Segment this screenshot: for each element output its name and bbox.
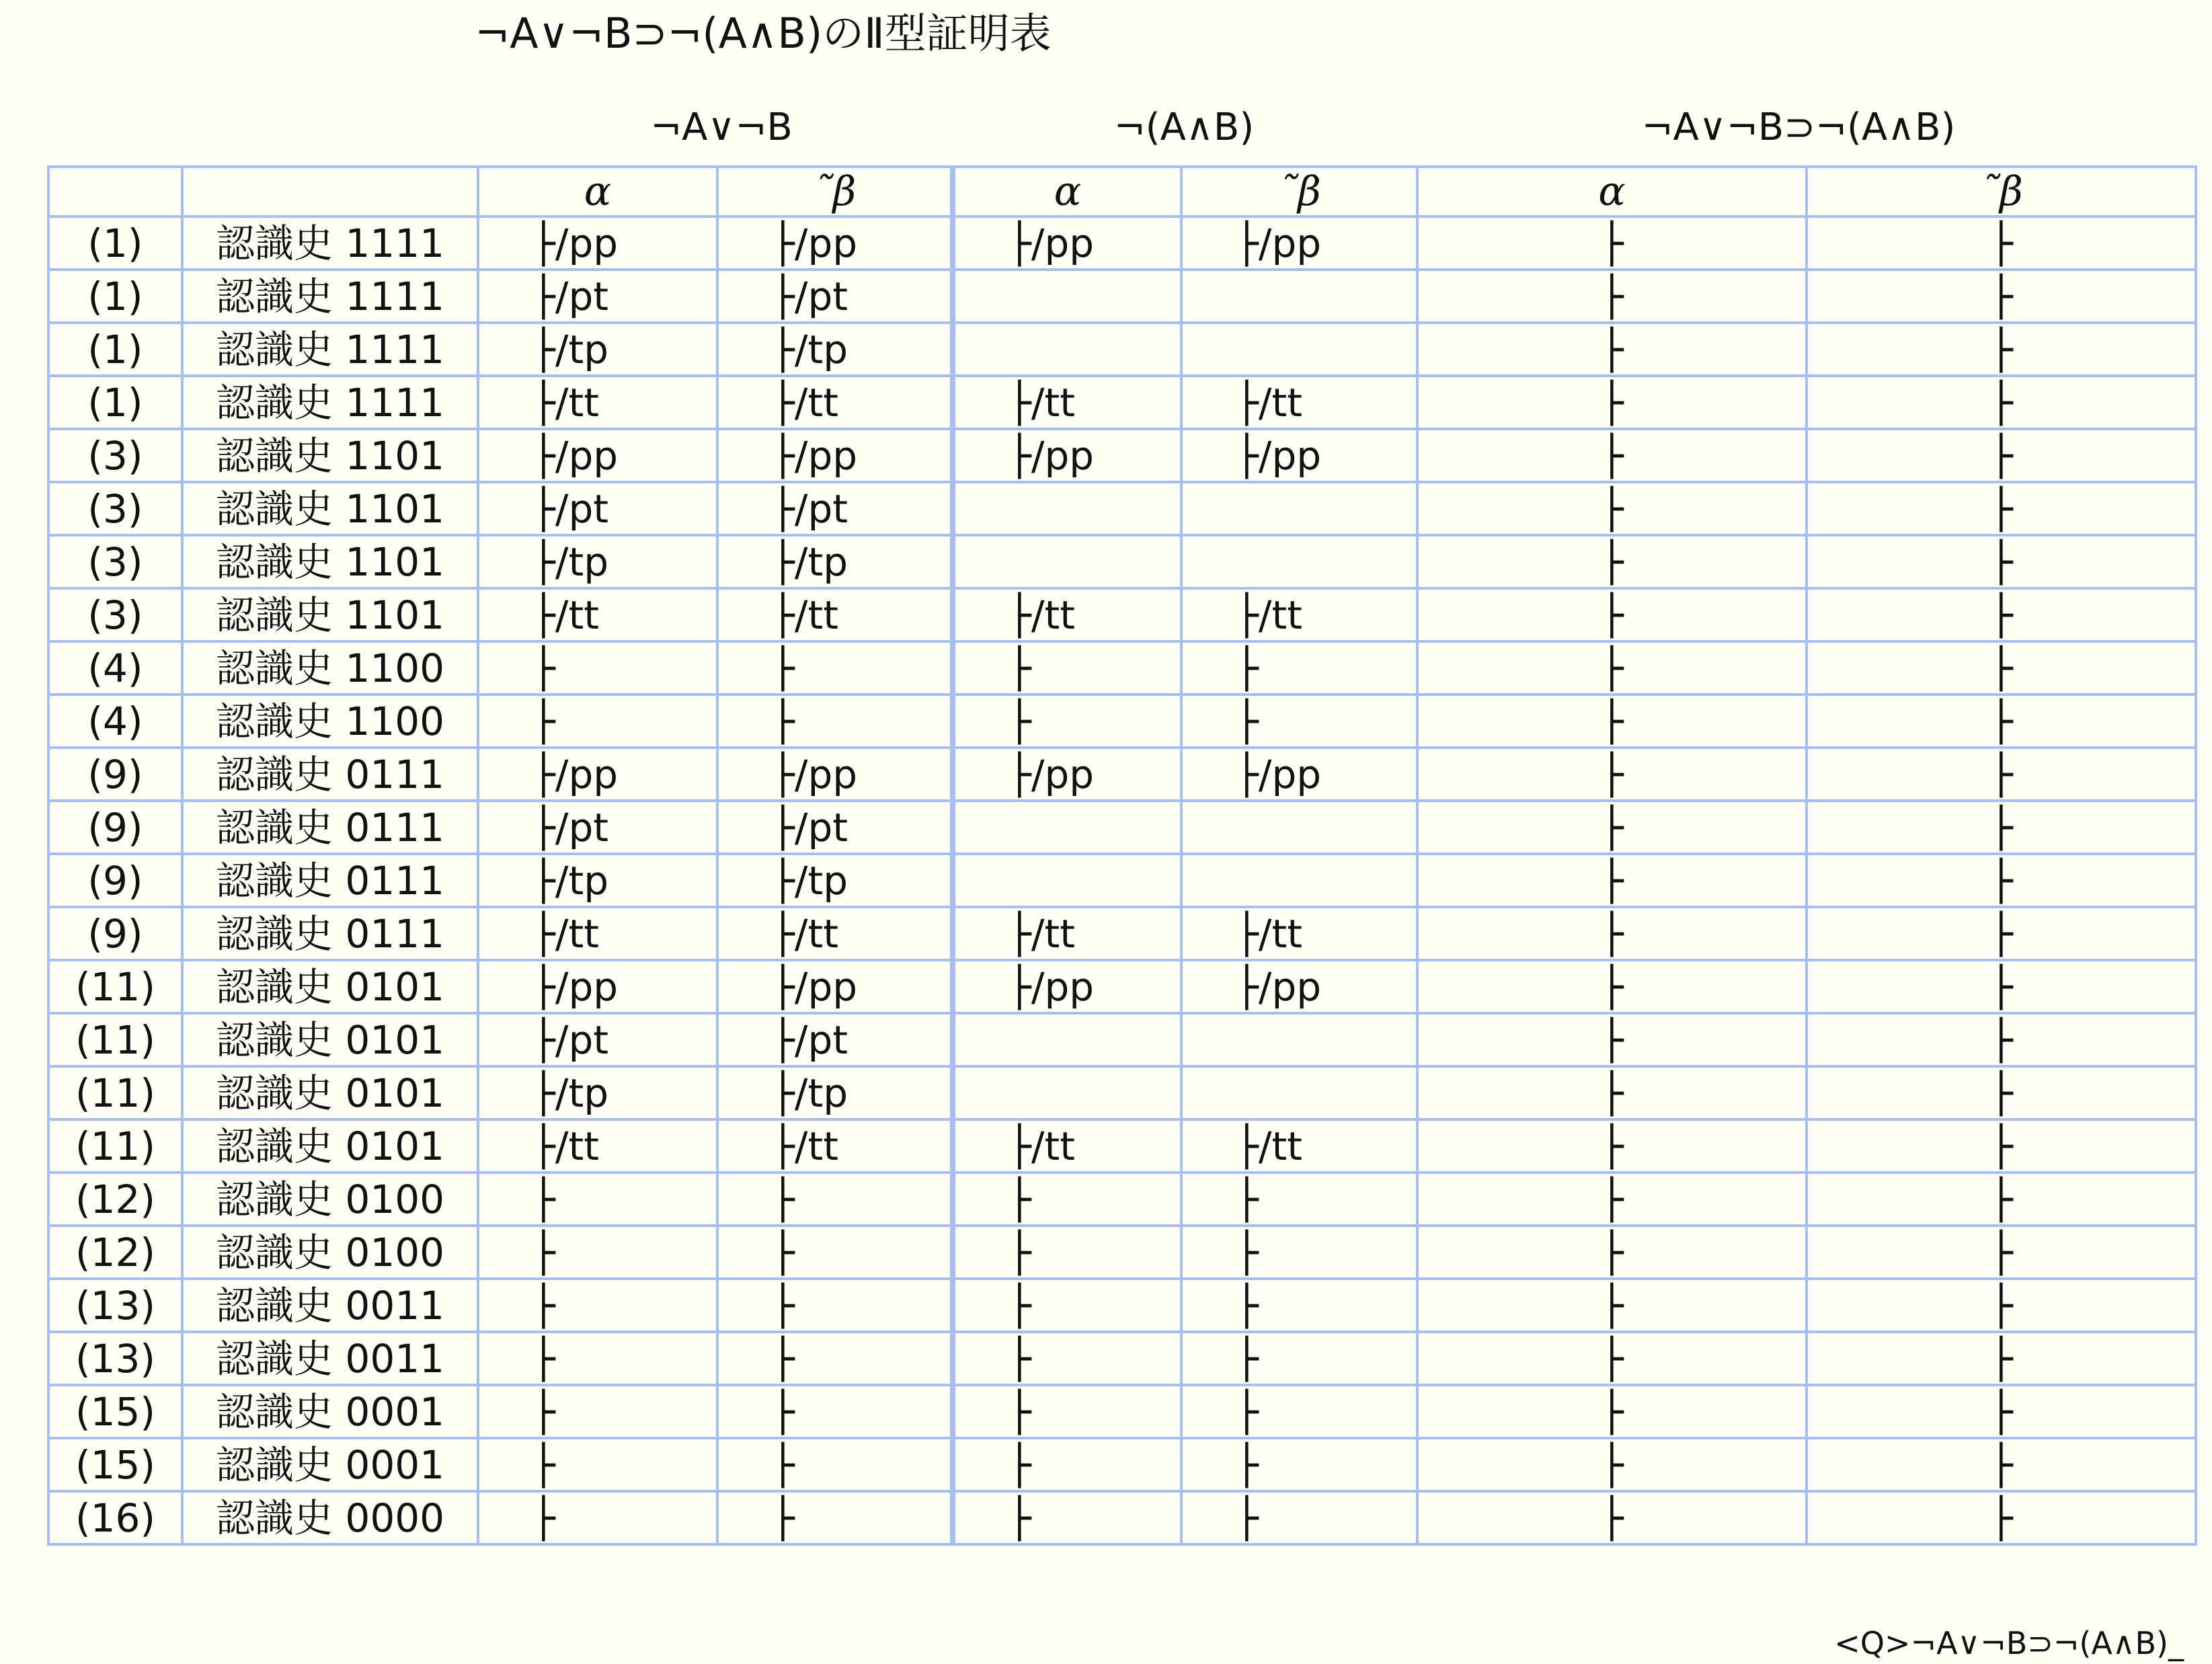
cell-and-beta <box>1181 535 1417 588</box>
subheader-alpha-1: α <box>478 167 717 216</box>
table-row <box>48 1119 2196 1173</box>
cell-and-alpha: ├ <box>953 1279 1181 1332</box>
cell-impl-beta: ├ <box>1807 1066 2196 1119</box>
proof-table <box>47 165 2197 1546</box>
history-label: 認識史 1111 <box>182 323 478 376</box>
row-number: (3) <box>48 482 182 535</box>
cell-impl-beta: ├ <box>1807 907 2196 960</box>
history-label: 認識史 0111 <box>182 748 478 801</box>
cell-impl-beta: ├ <box>1807 1438 2196 1491</box>
group-header-implication: ¬A∨¬B⊃¬(A∧B) <box>1641 106 1956 149</box>
cell-and-alpha: ├ <box>953 1491 1181 1544</box>
cell-or-beta: ├ <box>717 1491 953 1544</box>
table-row <box>48 216 2196 270</box>
cell-or-alpha: ├/pt <box>478 482 717 535</box>
cell-or-beta: ├/pp <box>717 960 953 1013</box>
row-number: (9) <box>48 907 182 960</box>
table-row <box>48 323 2196 376</box>
cell-and-beta: ├/tt <box>1181 1119 1417 1173</box>
cell-and-alpha <box>953 270 1181 323</box>
history-label: 認識史 0101 <box>182 1013 478 1066</box>
cell-and-beta <box>1181 801 1417 854</box>
cell-or-alpha: ├/pt <box>478 1013 717 1066</box>
cell-impl-beta: ├ <box>1807 748 2196 801</box>
table-row <box>48 535 2196 588</box>
cell-or-alpha: ├ <box>478 1385 717 1438</box>
cell-and-alpha: ├ <box>953 1226 1181 1279</box>
row-number: (3) <box>48 429 182 482</box>
table-row <box>48 270 2196 323</box>
cell-impl-beta: ├ <box>1807 588 2196 641</box>
history-label: 認識史 0000 <box>182 1491 478 1544</box>
cell-impl-beta: ├ <box>1807 695 2196 748</box>
cell-and-beta: ├/pp <box>1181 216 1417 270</box>
cell-and-beta: ├ <box>1181 1438 1417 1491</box>
cell-or-beta: ├ <box>717 1385 953 1438</box>
history-label: 認識史 1101 <box>182 535 478 588</box>
row-number: (15) <box>48 1385 182 1438</box>
cell-or-alpha: ├ <box>478 1173 717 1226</box>
cell-and-alpha <box>953 323 1181 376</box>
cell-impl-alpha: ├ <box>1417 1119 1807 1173</box>
cell-and-alpha <box>953 535 1181 588</box>
table-row <box>48 748 2196 801</box>
cell-or-beta: ├ <box>717 641 953 695</box>
cell-impl-beta: ├ <box>1807 1226 2196 1279</box>
cell-impl-alpha: ├ <box>1417 1226 1807 1279</box>
cell-or-alpha: ├ <box>478 1491 717 1544</box>
cell-impl-alpha: ├ <box>1417 1491 1807 1544</box>
cell-and-beta: ├/pp <box>1181 748 1417 801</box>
cell-impl-alpha: ├ <box>1417 907 1807 960</box>
cell-or-alpha: ├/tp <box>478 1066 717 1119</box>
cell-and-alpha: ├/pp <box>953 216 1181 270</box>
history-label: 認識史 0011 <box>182 1332 478 1385</box>
row-number: (1) <box>48 270 182 323</box>
cell-impl-alpha: ├ <box>1417 376 1807 429</box>
cell-and-alpha <box>953 801 1181 854</box>
cell-and-beta: ├ <box>1181 1226 1417 1279</box>
history-label: 認識史 1100 <box>182 695 478 748</box>
table-row <box>48 1173 2196 1226</box>
cell-impl-alpha: ├ <box>1417 323 1807 376</box>
table-row <box>48 1066 2196 1119</box>
cell-and-beta: ├ <box>1181 1491 1417 1544</box>
cell-impl-beta: ├ <box>1807 960 2196 1013</box>
cell-and-alpha: ├/pp <box>953 748 1181 801</box>
row-number: (1) <box>48 323 182 376</box>
table-row <box>48 376 2196 429</box>
row-number: (13) <box>48 1279 182 1332</box>
cell-or-alpha: ├/tt <box>478 376 717 429</box>
history-label: 認識史 1101 <box>182 588 478 641</box>
row-number: (4) <box>48 695 182 748</box>
cell-impl-beta: ├ <box>1807 429 2196 482</box>
cell-and-beta: ├ <box>1181 1385 1417 1438</box>
cell-or-alpha: ├/pt <box>478 270 717 323</box>
cell-impl-beta: ├ <box>1807 1173 2196 1226</box>
cell-or-alpha: ├/tt <box>478 1119 717 1173</box>
subheader-beta-1: ˜β <box>717 167 953 216</box>
cell-impl-alpha: ├ <box>1417 588 1807 641</box>
cell-impl-alpha: ├ <box>1417 429 1807 482</box>
page-title: ¬A∨¬B⊃¬(A∧B)のⅡ型証明表 <box>475 9 1052 58</box>
cell-and-alpha: ├/pp <box>953 429 1181 482</box>
cell-impl-beta: ├ <box>1807 1119 2196 1173</box>
cell-and-alpha: ├ <box>953 1173 1181 1226</box>
cell-impl-beta: ├ <box>1807 801 2196 854</box>
history-label: 認識史 0011 <box>182 1279 478 1332</box>
cell-or-beta: ├ <box>717 1279 953 1332</box>
cell-and-alpha <box>953 1066 1181 1119</box>
cell-impl-alpha: ├ <box>1417 641 1807 695</box>
cell-or-beta: ├ <box>717 695 953 748</box>
subheader-beta-2: ˜β <box>1181 167 1417 216</box>
table-row <box>48 801 2196 854</box>
cell-impl-beta: ├ <box>1807 1491 2196 1544</box>
cell-and-beta: ├/tt <box>1181 907 1417 960</box>
cell-impl-alpha: ├ <box>1417 695 1807 748</box>
cell-or-beta: ├/pt <box>717 801 953 854</box>
history-label: 認識史 1101 <box>182 482 478 535</box>
cell-or-beta: ├/pt <box>717 270 953 323</box>
row-number: (11) <box>48 1013 182 1066</box>
cell-or-beta: ├/tp <box>717 323 953 376</box>
cell-and-beta: ├ <box>1181 641 1417 695</box>
cell-or-beta: ├/tt <box>717 588 953 641</box>
cell-and-alpha: ├/tt <box>953 1119 1181 1173</box>
cell-or-alpha: ├/tp <box>478 535 717 588</box>
cell-and-alpha: ├ <box>953 641 1181 695</box>
subheader-alpha-2: α <box>953 167 1181 216</box>
history-label: 認識史 1111 <box>182 270 478 323</box>
cell-and-alpha: ├/pp <box>953 960 1181 1013</box>
row-number: (12) <box>48 1226 182 1279</box>
cell-or-beta: ├/tt <box>717 1119 953 1173</box>
cell-or-alpha: ├/pt <box>478 801 717 854</box>
table-row <box>48 1385 2196 1438</box>
cell-impl-beta: ├ <box>1807 854 2196 907</box>
table-row <box>48 854 2196 907</box>
cell-impl-beta: ├ <box>1807 1385 2196 1438</box>
cell-impl-beta: ├ <box>1807 270 2196 323</box>
row-number: (9) <box>48 801 182 854</box>
cell-or-alpha: ├/pp <box>478 429 717 482</box>
cell-and-beta: ├ <box>1181 1332 1417 1385</box>
cell-or-beta: ├/pt <box>717 1013 953 1066</box>
table-row <box>48 1491 2196 1544</box>
cell-impl-beta: ├ <box>1807 1279 2196 1332</box>
cell-or-beta: ├/tp <box>717 535 953 588</box>
cell-or-alpha: ├ <box>478 641 717 695</box>
row-number: (13) <box>48 1332 182 1385</box>
cell-or-beta: ├/pt <box>717 482 953 535</box>
footer-caption: <Q>¬A∨¬B⊃¬(A∧B)_ <box>1834 1625 2184 1661</box>
group-header-not-a-and-b: ¬(A∧B) <box>1113 106 1255 149</box>
cell-and-alpha <box>953 482 1181 535</box>
cell-or-alpha: ├/tt <box>478 588 717 641</box>
cell-impl-alpha: ├ <box>1417 748 1807 801</box>
cell-and-alpha: ├ <box>953 695 1181 748</box>
cell-impl-beta: ├ <box>1807 1013 2196 1066</box>
cell-or-beta: ├/pp <box>717 216 953 270</box>
subheader-blank-number <box>48 167 182 216</box>
history-label: 認識史 1100 <box>182 641 478 695</box>
cell-or-alpha: ├/tp <box>478 323 717 376</box>
cell-impl-alpha: ├ <box>1417 1173 1807 1226</box>
cell-and-beta: ├ <box>1181 695 1417 748</box>
cell-or-beta: ├/pp <box>717 748 953 801</box>
subheader-blank-history <box>182 167 478 216</box>
cell-impl-beta: ├ <box>1807 323 2196 376</box>
history-label: 認識史 0111 <box>182 907 478 960</box>
cell-and-beta: ├ <box>1181 1279 1417 1332</box>
cell-and-beta <box>1181 854 1417 907</box>
cell-or-alpha: ├ <box>478 1226 717 1279</box>
cell-or-alpha: ├/pp <box>478 216 717 270</box>
cell-impl-alpha: ├ <box>1417 216 1807 270</box>
cell-or-alpha: ├ <box>478 1279 717 1332</box>
cell-or-beta: ├ <box>717 1332 953 1385</box>
cell-or-alpha: ├ <box>478 1438 717 1491</box>
history-label: 認識史 0100 <box>182 1173 478 1226</box>
history-label: 認識史 1111 <box>182 216 478 270</box>
history-label: 認識史 0111 <box>182 854 478 907</box>
cell-and-beta: ├/pp <box>1181 960 1417 1013</box>
cell-impl-alpha: ├ <box>1417 854 1807 907</box>
cell-impl-alpha: ├ <box>1417 1279 1807 1332</box>
history-label: 認識史 0111 <box>182 801 478 854</box>
cell-impl-beta: ├ <box>1807 641 2196 695</box>
table-row <box>48 482 2196 535</box>
history-label: 認識史 0101 <box>182 960 478 1013</box>
history-label: 認識史 0101 <box>182 1119 478 1173</box>
cell-or-alpha: ├ <box>478 695 717 748</box>
row-number: (11) <box>48 1066 182 1119</box>
row-number: (15) <box>48 1438 182 1491</box>
cell-and-alpha: ├/tt <box>953 376 1181 429</box>
cell-or-beta: ├ <box>717 1438 953 1491</box>
table-row <box>48 641 2196 695</box>
row-number: (16) <box>48 1491 182 1544</box>
subheader-alpha-3: α <box>1417 167 1807 216</box>
table-row <box>48 1332 2196 1385</box>
cell-and-beta: ├/tt <box>1181 588 1417 641</box>
cell-or-beta: ├/tp <box>717 1066 953 1119</box>
cell-or-beta: ├/tp <box>717 854 953 907</box>
cell-or-beta: ├ <box>717 1173 953 1226</box>
cell-impl-alpha: ├ <box>1417 801 1807 854</box>
cell-impl-alpha: ├ <box>1417 535 1807 588</box>
history-label: 認識史 1111 <box>182 376 478 429</box>
row-number: (3) <box>48 588 182 641</box>
cell-and-alpha: ├ <box>953 1385 1181 1438</box>
history-label: 認識史 0001 <box>182 1385 478 1438</box>
cell-and-alpha <box>953 1013 1181 1066</box>
cell-or-beta: ├/tt <box>717 376 953 429</box>
cell-and-beta: ├/tt <box>1181 376 1417 429</box>
history-label: 認識史 1101 <box>182 429 478 482</box>
cell-impl-alpha: ├ <box>1417 1066 1807 1119</box>
cell-or-alpha: ├/pp <box>478 960 717 1013</box>
cell-and-alpha: ├ <box>953 1332 1181 1385</box>
table-row <box>48 429 2196 482</box>
cell-and-beta: ├/pp <box>1181 429 1417 482</box>
table-row <box>48 695 2196 748</box>
table-row <box>48 588 2196 641</box>
cell-impl-alpha: ├ <box>1417 1013 1807 1066</box>
table-row <box>48 1279 2196 1332</box>
cell-and-beta <box>1181 323 1417 376</box>
row-number: (11) <box>48 1119 182 1173</box>
subheader-row <box>48 167 2196 216</box>
cell-impl-alpha: ├ <box>1417 482 1807 535</box>
cell-impl-beta: ├ <box>1807 376 2196 429</box>
cell-impl-beta: ├ <box>1807 535 2196 588</box>
row-number: (9) <box>48 748 182 801</box>
row-number: (12) <box>48 1173 182 1226</box>
cell-or-beta: ├/pp <box>717 429 953 482</box>
cell-and-alpha: ├/tt <box>953 588 1181 641</box>
cell-impl-alpha: ├ <box>1417 270 1807 323</box>
cell-or-alpha: ├/tp <box>478 854 717 907</box>
cell-and-beta <box>1181 1013 1417 1066</box>
cell-or-alpha: ├ <box>478 1332 717 1385</box>
table-row <box>48 1226 2196 1279</box>
history-label: 認識史 0101 <box>182 1066 478 1119</box>
cell-impl-alpha: ├ <box>1417 1332 1807 1385</box>
row-number: (3) <box>48 535 182 588</box>
cell-or-alpha: ├/tt <box>478 907 717 960</box>
cell-or-beta: ├ <box>717 1226 953 1279</box>
row-number: (1) <box>48 376 182 429</box>
history-label: 認識史 0001 <box>182 1438 478 1491</box>
cell-impl-alpha: ├ <box>1417 960 1807 1013</box>
cell-and-alpha <box>953 854 1181 907</box>
cell-or-beta: ├/tt <box>717 907 953 960</box>
cell-impl-beta: ├ <box>1807 216 2196 270</box>
table-row <box>48 907 2196 960</box>
cell-and-alpha: ├/tt <box>953 907 1181 960</box>
cell-impl-alpha: ├ <box>1417 1385 1807 1438</box>
row-number: (4) <box>48 641 182 695</box>
cell-impl-beta: ├ <box>1807 482 2196 535</box>
row-number: (1) <box>48 216 182 270</box>
cell-and-alpha: ├ <box>953 1438 1181 1491</box>
row-number: (11) <box>48 960 182 1013</box>
cell-and-beta <box>1181 1066 1417 1119</box>
table-row <box>48 1013 2196 1066</box>
history-label: 認識史 0100 <box>182 1226 478 1279</box>
cell-and-beta <box>1181 270 1417 323</box>
cell-and-beta <box>1181 482 1417 535</box>
group-header-not-a-or-not-b: ¬A∨¬B <box>650 106 793 149</box>
cell-impl-beta: ├ <box>1807 1332 2196 1385</box>
table-row <box>48 1438 2196 1491</box>
cell-or-alpha: ├/pp <box>478 748 717 801</box>
cell-impl-alpha: ├ <box>1417 1438 1807 1491</box>
subheader-beta-3: ˜β <box>1807 167 2196 216</box>
cell-and-beta: ├ <box>1181 1173 1417 1226</box>
row-number: (9) <box>48 854 182 907</box>
table-row <box>48 960 2196 1013</box>
